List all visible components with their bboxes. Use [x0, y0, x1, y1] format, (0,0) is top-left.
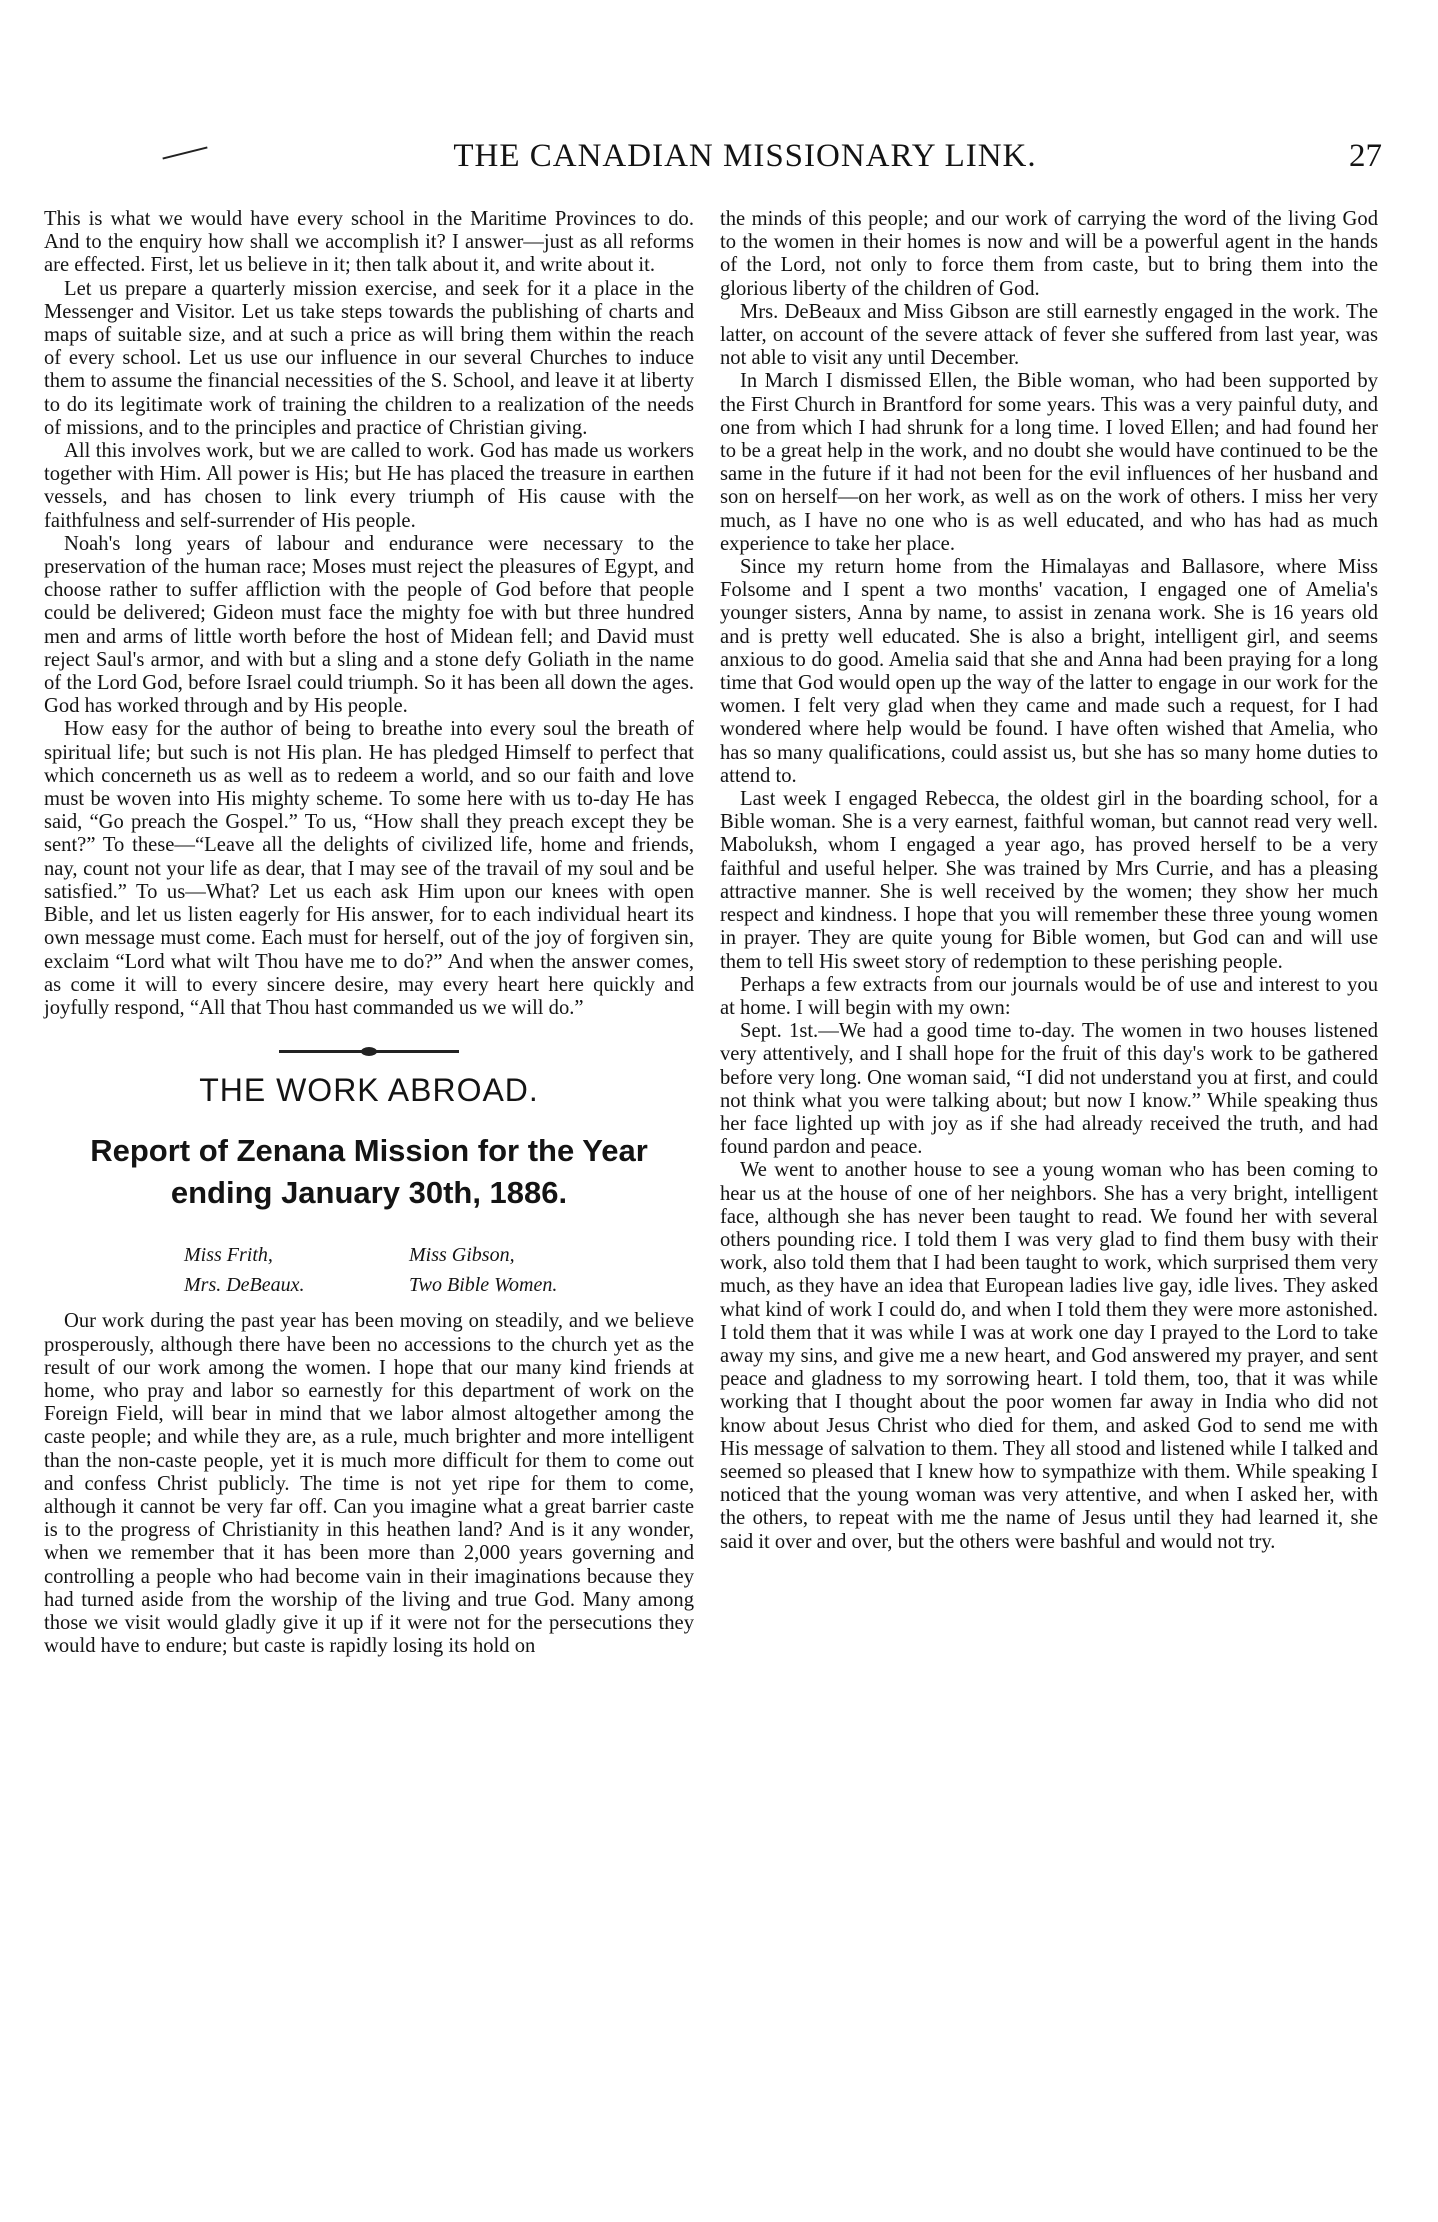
right-column: [720, 208, 1378, 1554]
byline-name: Two Bible Women.: [409, 1274, 558, 1297]
byline: [184, 1240, 634, 1300]
page-header: [100, 138, 1390, 178]
paragraph: Our work during the past year has been moving on steadily, and we believe prosperously, although there have been no accessions to the church yet as the result of our work among the women. I hope that our many kind friends at home, who pray and labor so earnestly for this department of work on the Foreign Field, will bear in mind that we labor almost altogether among the caste people; and while they are, as a rule, much brighter and more intelligent than the non-caste people, yet it is much more difficult for them to come out and confess Christ publicly. The time is not yet ripe for them to come, although it cannot be very far off. Can you imagine what a great barrier caste is to the progress of Christianity in this heathen land? And is it any wonder, when we remember that it has been more than 2,000 years governing and controlling a people who had become vain in their imaginations because they had turned aside from the worship of the living and true God. Many among those we visit would gladly give it up if it were not for the persecutions they would have to endure; but caste is rapidly losing its hold on: [44, 1310, 694, 1658]
running-title: THE CANADIAN MISSIONARY LINK.: [453, 138, 1037, 174]
page-number: 27: [1349, 138, 1382, 174]
paragraph: We went to another house to see a young woman who has been coming to hear us at the house of one of her neighbors. She has a very bright, intelligent face, although she has never been taught to read. We found her with several others pounding rice. I told them I was very glad to find them busy with their work, also told them that I had been taught to work, which surprised them very much, as they have an idea that European ladies live gay, idle lives. They asked what kind of work I could do, and when I told them they were more astonished. I told them that it was while I was at work one day I prayed to the Lord to take away my sins, and give me a new heart, and God answered my prayer, and sent peace and gladness to my sorrowing heart. I told them, too, that it was while working that I thought about the poor women far away in India who did not know about Jesus Christ who died for them, and asked God to send me with His message of salvation to them. They all stood and listened while I talked and seemed so pleased that I knew how to sympathize with them. While speaking I noticed that the young woman was very attentive, and when I asked her, with the others, to repeat with me the name of Jesus until they had learned it, she said it over and over, but the others were bashful and would not try.: [720, 1159, 1378, 1553]
paragraph: This is what we would have every school in the Maritime Provinces to do. And to the enquiry how shall we accomplish it? I answer—just as all reforms are effected. First, let us believe in it; then talk about it, and write about it.: [44, 208, 694, 277]
section-divider: [279, 1050, 459, 1053]
byline-name: Miss Frith,: [184, 1244, 273, 1267]
paragraph: the minds of this people; and our work of carrying the word of the living God to the women in their homes is now and will be a powerful agent in the hands of the Lord, not only to force them from caste, but to bring them into the glorious liberty of the children of God.: [720, 208, 1378, 300]
article-title: Report of Zenana Mission for the Year ending January 30th, 1886.: [90, 1133, 648, 1211]
paragraph: All this involves work, but we are called to work. God has made us workers together with Him. All power is His; but He has placed the treasure in earthen vessels, and has chosen to link every triumph of His cause with the faithfulness and self-surrender of His people.: [44, 440, 694, 532]
paragraph: Sept. 1st.—We had a good time to-day. The women in two houses listened very attentively, and I shall hope for the fruit of this day's work to be gathered before very long. One woman said, “I did not understand you at first, and could not think what you were talking about; but now I know.” While speaking thus her face lighted up with joy as if she had already received the truth, and had found pardon and peace.: [720, 1020, 1378, 1159]
section-title: THE WORK ABROAD.: [199, 1072, 539, 1109]
byline-name: Mrs. DeBeaux.: [184, 1274, 305, 1297]
paragraph: Let us prepare a quarterly mission exercise, and seek for it a place in the Messenger and Visitor. Let us take steps towards the publishing of charts and maps of suitable size, and at such a price as will bring them within the reach of every school. Let us use our influence in our several Churches to induce them to assume the financial necessities of the S. School, and leave it at liberty to do its legitimate work of training the children to a realization of the needs of missions, and to the principles and practice of Christian giving.: [44, 277, 694, 439]
paragraph: Perhaps a few extracts from our journals would be of use and interest to you at home. I will begin with my own:: [720, 973, 1378, 1019]
paragraph: Mrs. DeBeaux and Miss Gibson are still earnestly engaged in the work. The latter, on account of the severe attack of fever she suffered from last year, was not able to visit any until December.: [720, 300, 1378, 370]
left-column: [44, 208, 694, 1658]
byline-name: Miss Gibson,: [409, 1244, 515, 1267]
paragraph: In March I dismissed Ellen, the Bible woman, who had been supported by the First Church in Brantford for some years. This was a very painful duty, and one from which I had shrunk for a long time. I loved Ellen; and had found her to be a great help in the work, and no doubt she would have continued to be the same in the future if it had not been for the evil influences of her husband and son on herself—on her work, as well as on the work of others. I miss her very much, as I have no one who is as well educated, and who has had as much experience to take her place.: [720, 370, 1378, 555]
paragraph: How easy for the author of being to breathe into every soul the breath of spiritual life; but such is not His plan. He has pledged Himself to perfect that which concerneth us as well as to redeem a world, and so our faith and love must be woven into His mighty scheme. To some here with us to-day He has said, “Go preach the Gospel.” To us, “How shall they preach except they be sent?” To these—“Leave all the delights of civilized life, home and friends, nay, count not your life as dear, that I may see of the travail of my soul and be satisfied.” To us—What? Let us each ask Him upon our knees with open Bible, and let us listen eagerly for His answer, for to each individual heart its own message must come. Each must for herself, out of the joy of forgiven sin, exclaim “Lord what wilt Thou have me to do?” And when the answer comes, as come it will to every sincere desire, may every heart here quickly and joyfully respond, “All that Thou hast commanded us we will do.”: [44, 718, 694, 1019]
paragraph: Since my return home from the Himalayas and Ballasore, where Miss Folsome and I spent a two months' vacation, I engaged one of Amelia's younger sisters, Anna by name, to assist in zenana work. She is 16 years old and is pretty well educated. She is also a bright, intelligent girl, and seems anxious to do good. Amelia said that she and Anna had been praying for a long time that God would open up the way of the latter to engage in our work for the women. I felt very glad when they came and made such a request, for I had wondered where help would be found. I have often wished that Amelia, who has so many qualifications, could assist us, but she has so many home duties to attend to.: [720, 556, 1378, 787]
paragraph: Noah's long years of labour and endurance were necessary to the preservation of the human race; Moses must reject the pleasures of Egypt, and choose rather to suffer affliction with the people of God before that people could be delivered; Gideon must face the mighty foe with but three hundred men and arms of little worth before the host of Midean fell; and David must reject Saul's armor, and with but a sling and a stone defy Goliath in the name of the Lord God, before Israel could triumph. So it has been all down the ages. God has worked through and by His people.: [44, 532, 694, 718]
paragraph: Last week I engaged Rebecca, the oldest girl in the boarding school, for a Bible woman. She is a very earnest, faithful woman, but cannot read very well. Maboluksh, whom I engaged a year ago, has proved herself to be a very faithful and useful helper. She was trained by Mrs Currie, and has a pleasing attractive manner. She is well received by the women; they show her much respect and kindness. I hope that you will remember these three young women in prayer. They are quite young for Bible women, but God can and will use them to tell His sweet story of redemption to these perishing people.: [720, 788, 1378, 973]
